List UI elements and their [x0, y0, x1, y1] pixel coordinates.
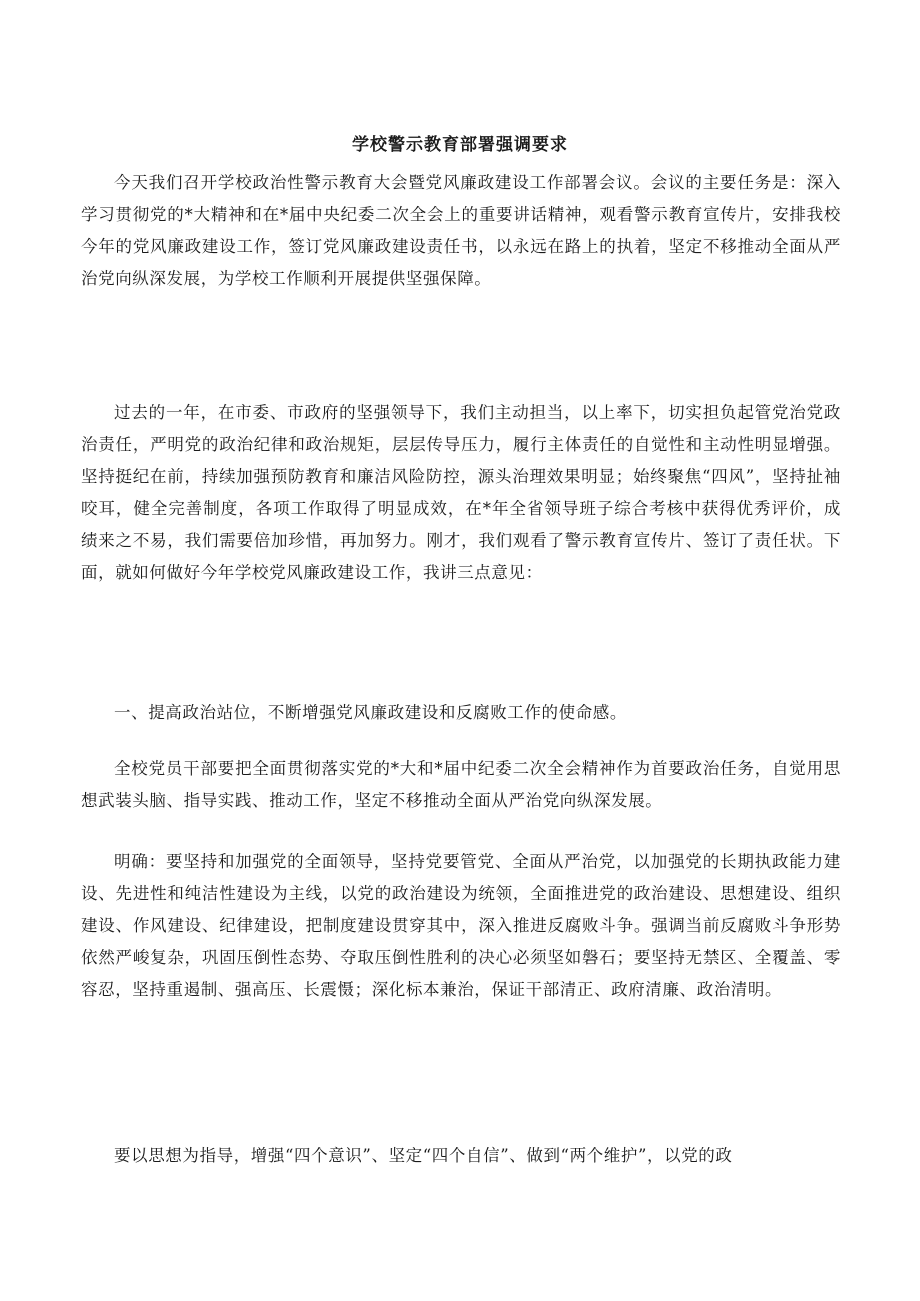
- paragraph-clarify: 明确：要坚持和加强党的全面领导，坚持党要管党、全面从严治党，以加强党的长期执政能力建设、先进性和纯洁性建设为主线，以党的政治建设为统领，全面推进党的政治建设、思想建设、组织建设、作风建设、纪律建设，把制度建设贯穿其中，深入推进反腐败斗争。强调当前反腐败斗争形势依然严峻复杂，巩固压倒性态势、夺取压倒性胜利的决心必须坚如磐石；要坚持无禁区、全覆盖、零容忍，坚持重遏制、强高压、长震慑；深化标本兼治，保证干部清正、政府清廉、政治清明。: [81, 851, 841, 999]
- paragraph-political-task: 全校党员干部要把全面贯彻落实党的*大和*届中纪委二次全会精神作为首要政治任务，自觉用思想武装头脑、指导实践、推动工作，坚定不移推动全面从严治党向纵深发展。: [81, 758, 841, 810]
- document-title: 学校警示教育部署强调要求: [352, 135, 568, 155]
- paragraph-guidance: 要以思想为指导，增强“四个意识”、坚定“四个自信”、做到“两个维护”，以党的政: [114, 1145, 733, 1165]
- paragraph-opening: 今天我们召开学校政治性警示教育大会暨党风廉政建设工作部署会议。会议的主要任务是：深入学习贯彻党的*大精神和在*届中央纪委二次全会上的重要讲话精神，观看警示教育宣传片，安排我校今年的党风廉政建设工作，签订党风廉政建设责任书，以永远在路上的执着，坚定不移推动全面从严治党向纵深发展，为学校工作顺利开展提供坚强保障。: [81, 172, 841, 288]
- paragraph-review: 过去的一年，在市委、市政府的坚强领导下，我们主动担当，以上率下，切实担负起管党治党政治责任，严明党的政治纪律和政治规矩，层层传导压力，履行主体责任的自觉性和主动性明显增强。坚持挺纪在前，持续加强预防教育和廉洁风险防控，源头治理效果明显；始终聚焦“四风”，坚持扯袖咬耳，健全完善制度，各项工作取得了明显成效，在*年全省领导班子综合考核中获得优秀评价，成绩来之不易，我们需要倍加珍惜，再加努力。刚才，我们观看了警示教育宣传片、签订了责任状。下面，就如何做好今年学校党风廉政建设工作，我讲三点意见：: [81, 402, 841, 582]
- section-heading-one: 一、提高政治站位，不断增强党风廉政建设和反腐败工作的使命感。: [114, 702, 627, 722]
